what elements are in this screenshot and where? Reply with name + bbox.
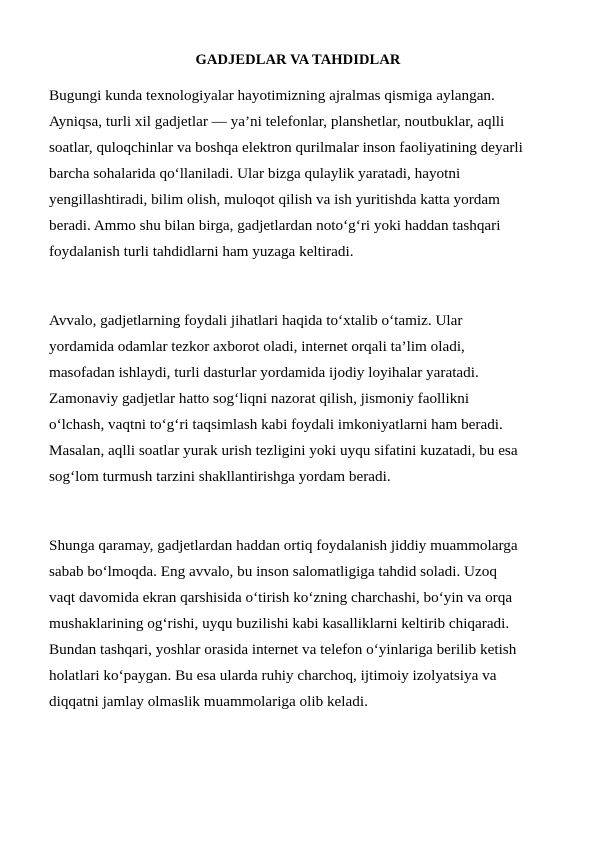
paragraph-line: soatlar, quloqchinlar va boshqa elektron qurilmalar inson faoliyatining deyarli [49, 139, 523, 156]
document-title: GADJEDLAR VA TAHDIDLAR [195, 52, 401, 68]
paragraph-line: diqqatni jamlay olmaslik muammolariga olib keladi. [49, 693, 368, 710]
paragraph-line: Bugungi kunda texnologiyalar hayotimizning ajralmas qismiga aylangan. [49, 87, 495, 104]
paragraph-line: barcha sohalarida qo‘llaniladi. Ular bizga qulaylik yaratadi, hayotni [49, 165, 461, 182]
paragraph-line: sog‘lom turmush tarzini shakllantirishga yordam beradi. [49, 468, 391, 485]
paragraph-line: yengillashtiradi, bilim olish, muloqot qilish va ish yuritishda katta yordam [49, 191, 500, 208]
paragraph-line: o‘lchash, vaqtni to‘g‘ri taqsimlash kabi foydali imkoniyatlarni ham beradi. [49, 416, 503, 433]
paragraph-line: beradi. Ammo shu bilan birga, gadjetlardan noto‘g‘ri yoki haddan tashqari [49, 217, 501, 234]
paragraph-line: foydalanish turli tahdidlarni ham yuzaga keltiradi. [49, 243, 354, 260]
paragraph-line: vaqt davomida ekran qarshisida o‘tirish ko‘zning charchashi, bo‘yin va orqa [49, 589, 513, 606]
paragraph-line: Bundan tashqari, yoshlar orasida internet va telefon o‘yinlariga berilib ketish [49, 641, 517, 658]
paragraph-line: holatlari ko‘paygan. Bu esa ularda ruhiy charchoq, ijtimoiy izolyatsiya va [49, 667, 497, 684]
paragraph-line: Shunga qaramay, gadjetlardan haddan ortiq foydalanish jiddiy muammolarga [49, 537, 518, 554]
paragraph-line: sabab bo‘lmoqda. Eng avvalo, bu inson salomatligiga tahdid soladi. Uzoq [49, 563, 497, 580]
paragraph-line: mushaklarining og‘rishi, uyqu buzilishi kabi kasalliklarni keltirib chiqaradi. [49, 615, 510, 632]
paragraph-line: Masalan, aqlli soatlar yurak urish tezligini yoki uyqu sifatini kuzatadi, bu esa [49, 442, 518, 459]
paragraph-line: Zamonaviy gadjetlar hatto sog‘liqni nazorat qilish, jismoniy faollikni [49, 390, 470, 407]
paragraph-line: Avvalo, gadjetlarning foydali jihatlari haqida to‘xtalib o‘tamiz. Ular [49, 312, 463, 329]
paragraph-line: yordamida odamlar tezkor axborot oladi, internet orqali ta’lim oladi, [49, 338, 465, 355]
paragraph-line: masofadan ishlaydi, turli dasturlar yordamida ijodiy loyihalar yaratadi. [49, 364, 479, 381]
paragraph-line: Ayniqsa, turli xil gadjetlar — ya’ni telefonlar, planshetlar, noutbuklar, aqlli [49, 113, 505, 130]
